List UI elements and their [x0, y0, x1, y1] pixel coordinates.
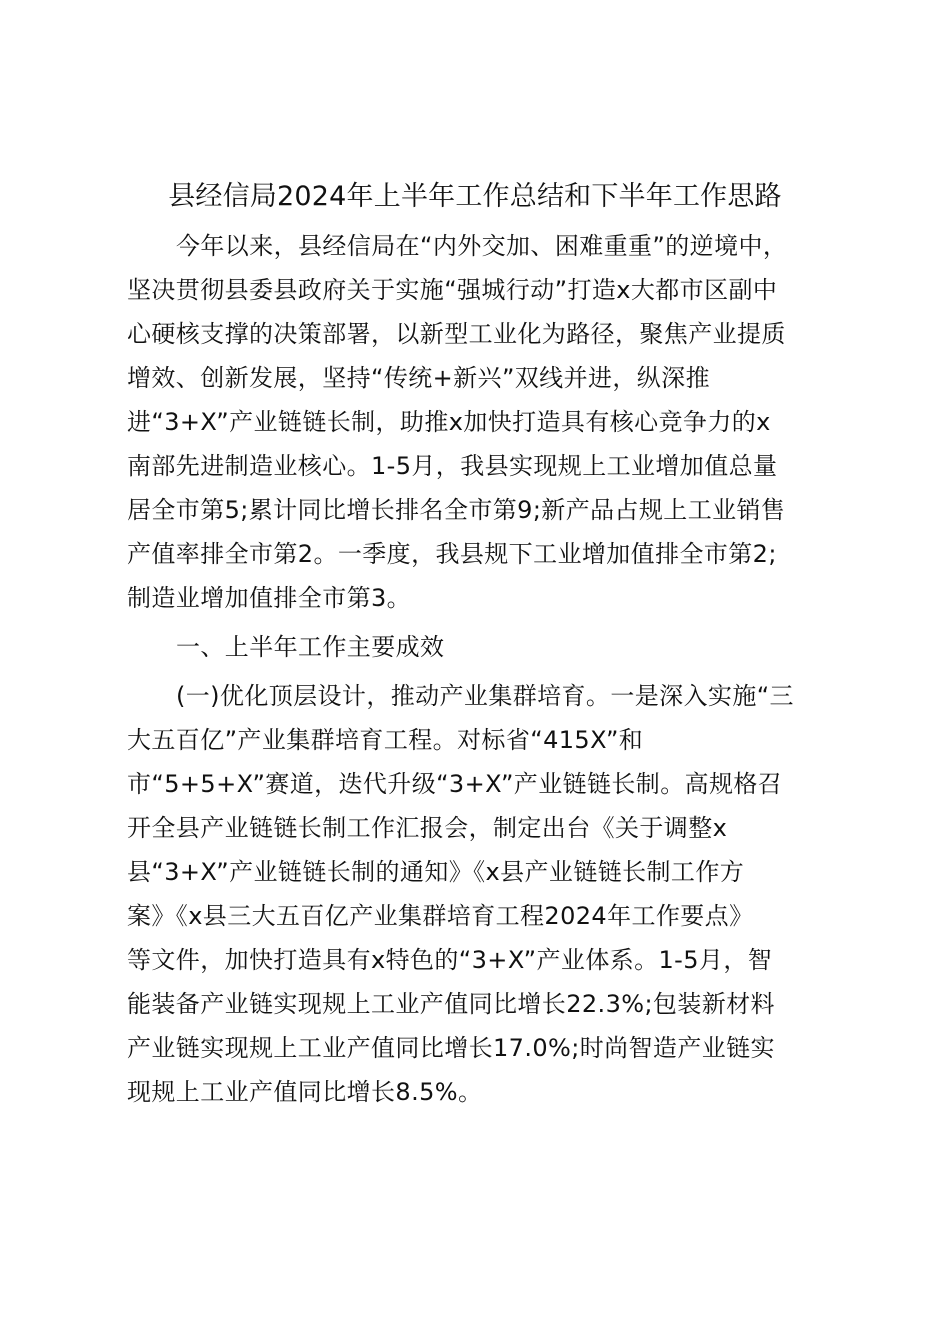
section-line-2: 大五百亿”产业集群培育工程。对标省“415X”和: [127, 726, 644, 754]
intro-line-3: 心硬核支撑的决策部署，以新型工业化为路径，聚焦产业提质: [127, 320, 786, 348]
section-line-8: 能装备产业链实现规上工业产值同比增长22.3%;包装新材料: [127, 990, 775, 1018]
intro-line-9: 制造业增加值排全市第3。: [127, 584, 412, 612]
section-line-3: 市“5+5+X”赛道，迭代升级“3+X”产业链链长制。高规格召: [127, 770, 783, 798]
section-line-10: 现规上工业产值同比增长8.5%。: [127, 1078, 483, 1106]
document-title: 县经信局2024年上半年工作总结和下半年工作思路: [168, 181, 782, 212]
section-line-6: 案》《x县三大五百亿产业集群培育工程2024年工作要点》: [127, 902, 754, 930]
intro-line-5: 进“3+X”产业链链长制，助推x加快打造具有核心竞争力的x: [127, 408, 771, 436]
intro-line-8: 产值率排全市第2。一季度，我县规下工业增加值排全市第2;: [127, 540, 777, 568]
intro-line-2: 坚决贯彻县委县政府关于实施“强城行动”打造x大都市区副中: [127, 276, 778, 304]
section-line-7: 等文件，加快打造具有x特色的“3+X”产业体系。1-5月，智: [127, 946, 773, 974]
section-line-4: 开全县产业链链长制工作汇报会，制定出台《关于调整x: [127, 814, 728, 842]
section-line-9: 产业链实现规上工业产值同比增长17.0%;时尚智造产业链实: [127, 1034, 775, 1062]
section-heading: 一、上半年工作主要成效: [176, 633, 445, 661]
section-line-5: 县“3+X”产业链链长制的通知》《x县产业链链长制工作方: [127, 858, 745, 886]
intro-line-7: 居全市第5;累计同比增长排名全市第9;新产品占规上工业销售: [127, 496, 786, 524]
intro-line-4: 增效、创新发展，坚持“传统+新兴”双线并进，纵深推: [127, 364, 710, 392]
intro-line-1: 今年以来，县经信局在“内外交加、困难重重”的逆境中，: [176, 232, 788, 260]
intro-line-6: 南部先进制造业核心。1-5月，我县实现规上工业增加值总量: [127, 452, 778, 480]
section-line-1: (一)优化顶层设计，推动产业集群培育。一是深入实施“三: [176, 682, 794, 710]
